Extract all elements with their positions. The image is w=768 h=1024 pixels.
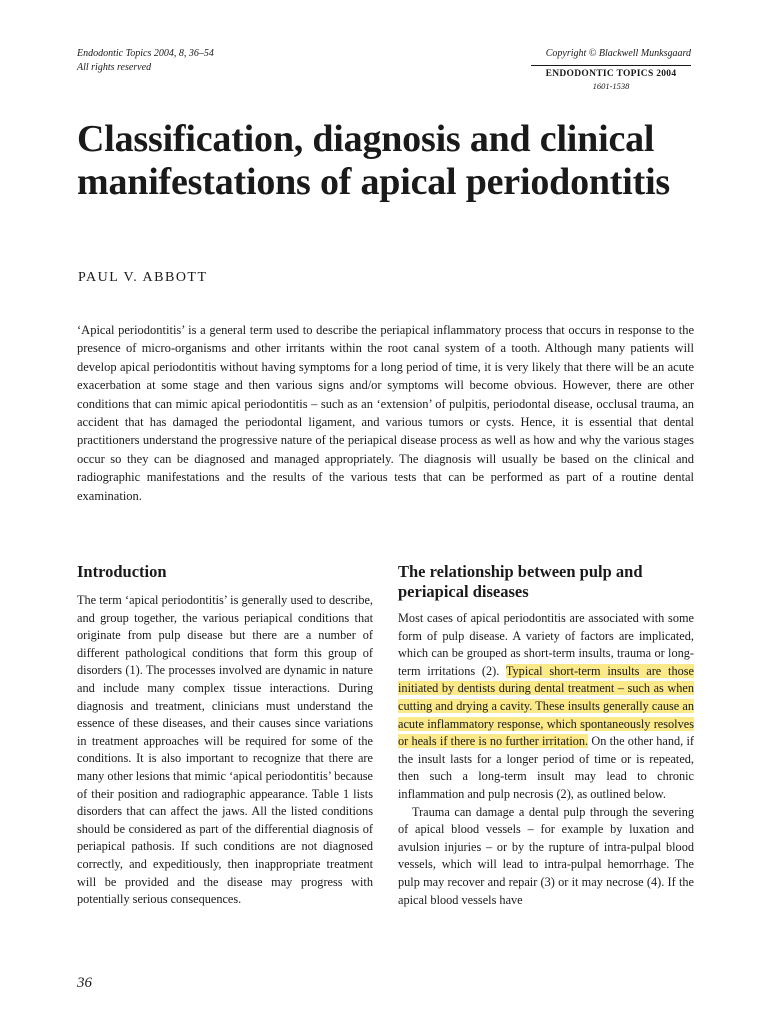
journal-title: ENDODONTIC TOPICS 2004 (531, 65, 691, 81)
highlighted-text[interactable]: Typical short-term insults are those initiated by dentists during dental treatment – such as when cutting and drying a cavity. These insults generally cause an acute inflammatory response, which spontaneously resolves or heals if there is no further irritation. (398, 663, 694, 749)
author-name: PAUL V. ABBOTT (78, 270, 208, 285)
relationship-section (398, 562, 694, 909)
journal-header-left (77, 47, 214, 75)
journal-reference: Endodontic Topics 2004, 8, 36–54 (77, 48, 214, 59)
paragraph-text: On the other hand, if the insult lasts for a longer period of time or is repeated, then such a long-term insult may lead to chronic inflammation and pulp necrosis (2), as outlined below. (398, 734, 694, 801)
journal-header-right (531, 47, 691, 92)
introduction-section (77, 562, 373, 909)
issn: 1601-1538 (592, 81, 630, 91)
paragraph-text: Most cases of apical periodontitis are associated with some form of pulp disease. A variety of factors are implicated, which can be grouped as short-term insults, trauma or long-term irritations (2). (398, 611, 694, 678)
page-number: 36 (77, 975, 92, 991)
relationship-paragraph-2: Trauma can damage a dental pulp through the severing of apical blood vessels – for example by luxation and avulsion injuries – or by the rupture of intra-pulpal blood vessels, which will lead to intra-pulpal hemorrhage. The pulp may recover and repair (3) or it may necrose (4). If the apical blood vessels have (398, 804, 694, 907)
introduction-paragraph: The term ‘apical periodontitis’ is generally used to describe, and group together, the various periapical conditions that originate from pulp disease but there are a number of different pathological conditions that form this group of disorders (1). The processes involved are dynamic in nature and include many complex tissue interactions. During diagnosis and treatment, clinicians must understand the essence of these diseases, and their causes since variations in treatment approaches will be required for some of the conditions. It is also important to recognize that there are many other lesions that mimic ‘apical periodontitis’ because of their position and radiographic appearance. Table 1 lists disorders that can affect the jaws. All the listed conditions should be considered as part of the differential diagnosis of periapical pathosis. If such conditions are not diagnosed correctly, and expeditiously, then inappropriate treatment will be provided and the disease may progress with potentially serious consequences. (77, 593, 373, 907)
rights-notice: All rights reserved (77, 62, 152, 73)
copyright-notice: Copyright © Blackwell Munksgaard (545, 48, 691, 59)
relationship-heading: The relationship between pulp and periapical diseases (398, 562, 643, 601)
introduction-heading: Introduction (77, 562, 167, 581)
article-title: Classification, diagnosis and clinical manifestations of apical periodontitis (77, 118, 671, 203)
relationship-paragraph-1 (398, 610, 694, 804)
abstract: ‘Apical periodontitis’ is a general term used to describe the periapical inflammatory process that occurs in response to the presence of micro-organisms and other irritants within the root canal system of a tooth. Although many patients will develop apical periodontitis without having symptoms for a long period of time, it is very likely that there will be an acute exacerbation at some stage and then various signs and/or symptoms will become obvious. However, there are other conditions that can mimic apical periodontitis – such as an ‘extension’ of pulpitis, periodontal disease, occlusal trauma, an accident that has damaged the periodontal ligament, and various tumors or cysts. Hence, it is essential that dental practitioners understand the progressive nature of the periapical disease process as well as how and why the various stages occur so they can be diagnosed and managed appropriately. The diagnosis will usually be based on the clinical and radiographic manifestations and the results of the various tests that can be performed as part of a routine dental examination. (77, 323, 694, 503)
